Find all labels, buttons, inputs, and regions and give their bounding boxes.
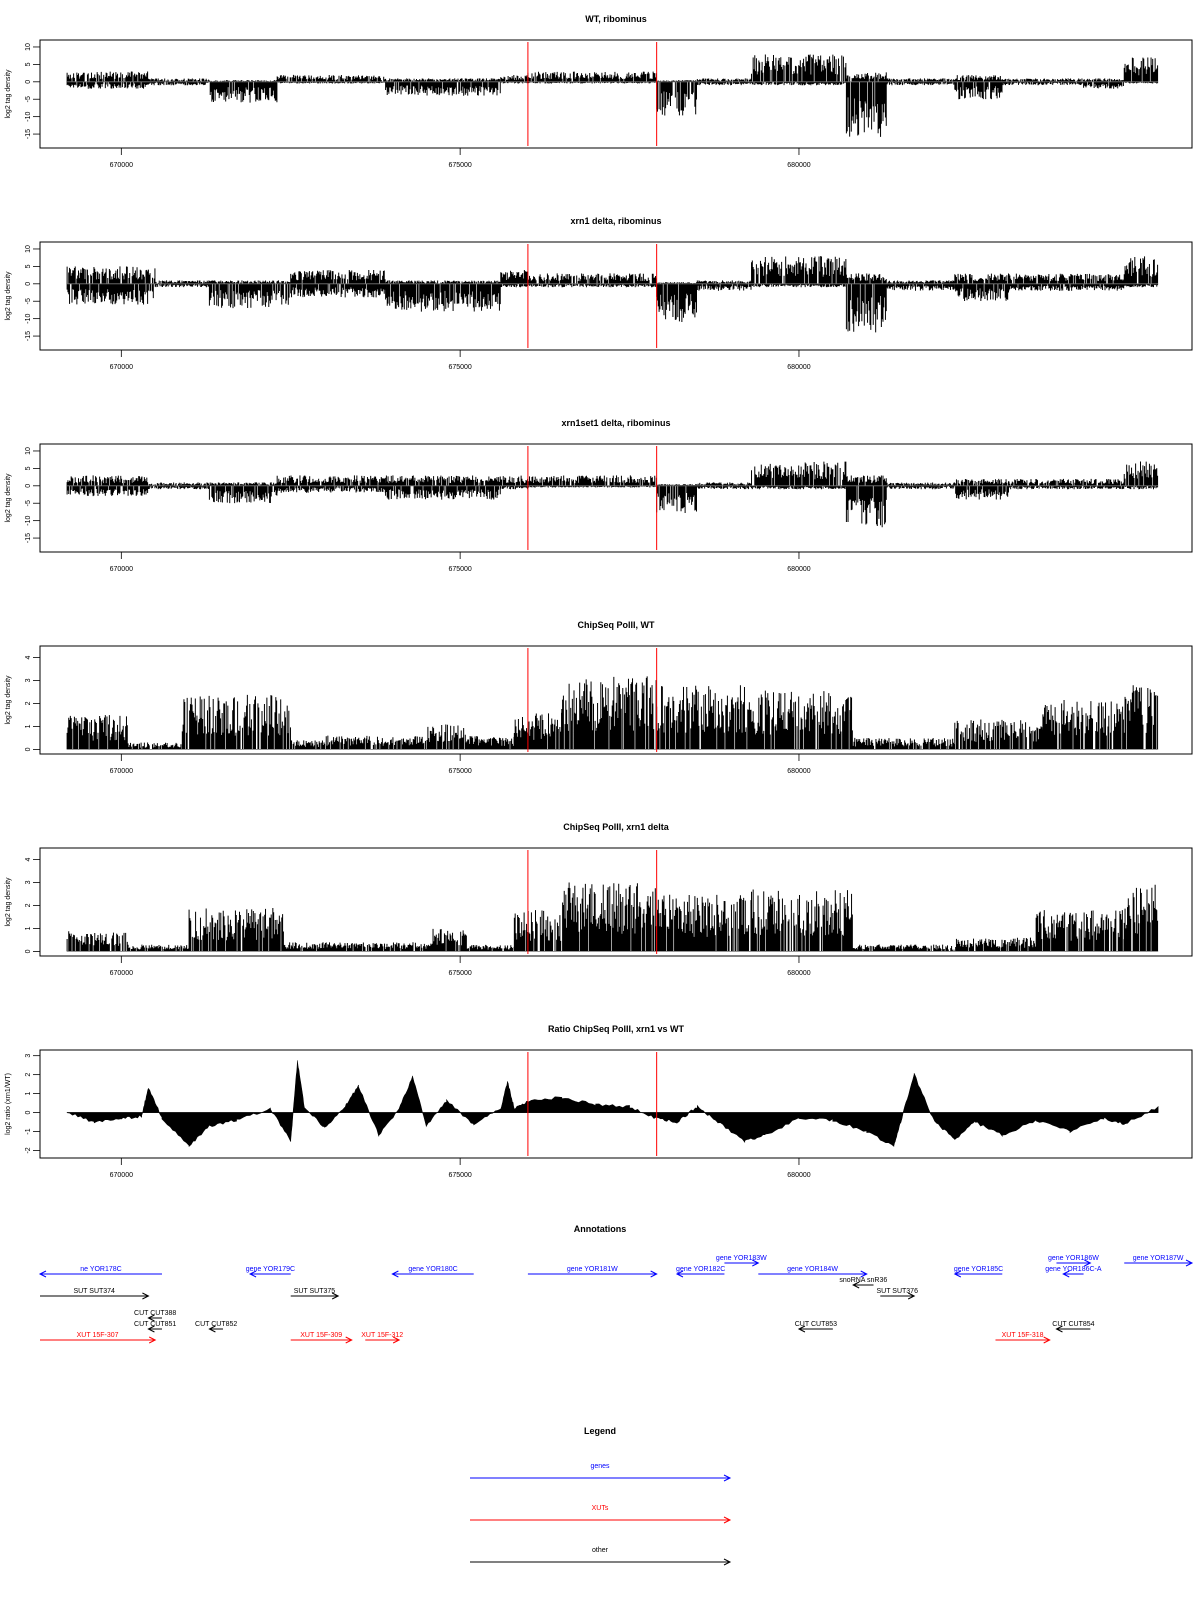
y-tick-label: -10	[25, 111, 32, 122]
y-tick-label: 10	[25, 447, 32, 455]
annotation-label: ne YOR178C	[80, 1266, 122, 1273]
panel-title: xrn1 delta, ribominus	[570, 216, 662, 226]
x-tick-label: 670000	[109, 970, 133, 977]
annotation-label: CUT CUT851	[134, 1321, 177, 1328]
y-axis-label: log2 tag density	[5, 69, 12, 119]
y-tick-label: 5	[25, 466, 32, 471]
annotation-label: CUT CUT853	[794, 1321, 838, 1328]
y-tick-label: -5	[25, 298, 32, 305]
annotations-title: Annotations	[573, 1224, 627, 1234]
y-tick-label: 10	[25, 43, 32, 51]
annotation-gene	[528, 1266, 657, 1277]
y-tick-label: -10	[25, 515, 32, 526]
panel-title: ChipSeq PolII, WT	[577, 620, 655, 630]
annotation-label: XUT 15F-309	[300, 1332, 343, 1339]
y-tick-label: 2	[25, 1072, 32, 1077]
annotation-other	[40, 1288, 148, 1299]
annotation-label: snoRNA snR36	[839, 1277, 888, 1284]
x-tick-label: 680000	[787, 364, 811, 371]
annotation-label: gene YOR186W	[1047, 1255, 1099, 1262]
annotation-label: CUT CUT388	[134, 1310, 177, 1317]
y-tick-label: 4	[25, 655, 32, 660]
y-axis-label: log2 tag density	[5, 877, 12, 927]
annotation-other	[291, 1288, 338, 1299]
annotation-label: gene YOR184W	[787, 1266, 838, 1273]
y-tick-label: 3	[25, 678, 32, 683]
y-tick-label: 2	[25, 903, 32, 908]
annotation-gene	[758, 1266, 866, 1277]
annotation-label: CUT CUT852	[195, 1321, 238, 1328]
y-tick-label: -15	[25, 129, 32, 140]
annotation-label: XUT 15F-312	[361, 1332, 404, 1339]
x-tick-label: 675000	[448, 566, 472, 573]
annotation-gene	[246, 1266, 295, 1277]
y-tick-label: 0	[25, 747, 32, 752]
x-tick-label: 670000	[109, 1172, 133, 1179]
track-panel-1	[33, 242, 1192, 357]
annotation-gene	[1124, 1255, 1192, 1266]
x-tick-label: 675000	[448, 162, 472, 169]
annotation-label: gene YOR185C	[953, 1266, 1004, 1273]
y-tick-label: 3	[25, 880, 32, 885]
annotation-label: gene YOR180C	[408, 1266, 458, 1273]
y-tick-label: 0	[25, 79, 32, 84]
x-tick-label: 670000	[109, 768, 133, 775]
y-tick-label: 1	[25, 724, 32, 729]
annotation-label: SUT SUT376	[876, 1288, 918, 1295]
legend-label: other	[592, 1547, 608, 1554]
annotation-gene	[40, 1266, 162, 1277]
annotation-label: gene YOR183W	[715, 1255, 767, 1262]
y-tick-label: 1	[25, 1091, 32, 1096]
legend-entry-xut	[470, 1505, 730, 1523]
x-tick-label: 675000	[448, 1172, 472, 1179]
annotation-label: gene YOR186C-A	[1045, 1266, 1102, 1273]
annotation-other	[195, 1321, 237, 1332]
annotation-label: gene YOR179C	[245, 1266, 296, 1273]
x-tick-label: 680000	[787, 768, 811, 775]
x-tick-label: 670000	[109, 162, 133, 169]
legend-entry-other	[470, 1547, 730, 1565]
annotation-other	[1052, 1321, 1094, 1332]
plot-frame	[40, 242, 1192, 350]
density-bars	[67, 256, 1157, 332]
annotation-gene	[716, 1255, 767, 1266]
y-axis-label: log2 ratio (xrn1/WT)	[5, 1073, 12, 1135]
y-tick-label: -5	[25, 96, 32, 103]
x-tick-label: 670000	[109, 364, 133, 371]
annotation-label: XUT 15F-318	[1001, 1332, 1044, 1339]
y-axis-label: log2 tag density	[5, 271, 12, 321]
density-bars	[67, 462, 1157, 528]
plot-frame	[40, 1050, 1192, 1158]
y-tick-label: 1	[25, 926, 32, 931]
annotation-xut	[40, 1332, 155, 1343]
density-bars	[67, 883, 1157, 952]
annotation-label: SUT SUT375	[293, 1288, 336, 1295]
track-panel-5	[33, 1050, 1192, 1165]
ratio-area	[67, 1060, 1158, 1146]
x-tick-label: 680000	[787, 1172, 811, 1179]
y-tick-label: -15	[25, 533, 32, 544]
y-tick-label: 0	[25, 949, 32, 954]
y-tick-label: -2	[25, 1147, 32, 1154]
annotation-other	[134, 1321, 176, 1332]
annotation-gene	[1045, 1266, 1102, 1277]
annotation-other	[795, 1321, 837, 1332]
annotation-gene	[392, 1266, 473, 1277]
panel-title: WT, ribominus	[585, 14, 647, 24]
y-axis-label: log2 tag density	[5, 473, 12, 523]
annotation-gene	[1048, 1255, 1099, 1266]
legend-label: genes	[590, 1463, 610, 1470]
y-tick-label: 3	[25, 1053, 32, 1058]
annotation-other	[876, 1288, 918, 1299]
track-panel-4	[33, 848, 1192, 963]
annotation-xut	[291, 1332, 352, 1343]
annotation-label: CUT CUT854	[1052, 1321, 1095, 1328]
x-tick-label: 675000	[448, 768, 472, 775]
annotation-label: gene YOR187W	[1132, 1255, 1184, 1262]
annotation-other	[839, 1277, 887, 1288]
x-tick-label: 675000	[448, 970, 472, 977]
y-axis-label: log2 tag density	[5, 675, 12, 725]
legend-title: Legend	[583, 1426, 617, 1436]
annotation-gene	[954, 1266, 1003, 1277]
legend-entry-gene	[470, 1463, 730, 1481]
y-tick-label: -1	[25, 1128, 32, 1135]
annotation-label: XUT 15F-307	[76, 1332, 119, 1339]
y-tick-label: 10	[25, 245, 32, 253]
annotation-label: SUT SUT374	[73, 1288, 115, 1295]
annotation-label: gene YOR182C	[676, 1266, 726, 1273]
y-tick-label: 0	[25, 483, 32, 488]
panel-title: Ratio ChipSeq PolII, xrn1 vs WT	[547, 1024, 685, 1034]
annotation-label: gene YOR181W	[566, 1266, 618, 1273]
density-bars	[67, 676, 1157, 749]
annotation-other	[134, 1310, 176, 1321]
y-tick-label: 4	[25, 857, 32, 862]
x-tick-label: 670000	[109, 566, 133, 573]
annotation-gene	[676, 1266, 725, 1277]
annotation-xut	[995, 1332, 1049, 1343]
track-panel-2	[33, 444, 1192, 559]
x-tick-label: 680000	[787, 970, 811, 977]
x-tick-label: 680000	[787, 566, 811, 573]
annotation-xut	[361, 1332, 403, 1343]
track-panel-0	[33, 40, 1192, 155]
y-tick-label: 0	[25, 1110, 32, 1115]
y-tick-label: -10	[25, 313, 32, 324]
track-panel-3	[33, 646, 1192, 761]
panel-title: xrn1set1 delta, ribominus	[561, 418, 671, 428]
y-tick-label: -15	[25, 331, 32, 342]
x-tick-label: 680000	[787, 162, 811, 169]
y-tick-label: 5	[25, 62, 32, 67]
density-bars	[67, 55, 1157, 137]
y-tick-label: 2	[25, 701, 32, 706]
x-tick-label: 675000	[448, 364, 472, 371]
y-tick-label: 0	[25, 281, 32, 286]
legend-label: XUTs	[591, 1505, 609, 1512]
y-tick-label: -5	[25, 500, 32, 507]
y-tick-label: 5	[25, 264, 32, 269]
panel-title: ChipSeq PolII, xrn1 delta	[563, 822, 669, 832]
